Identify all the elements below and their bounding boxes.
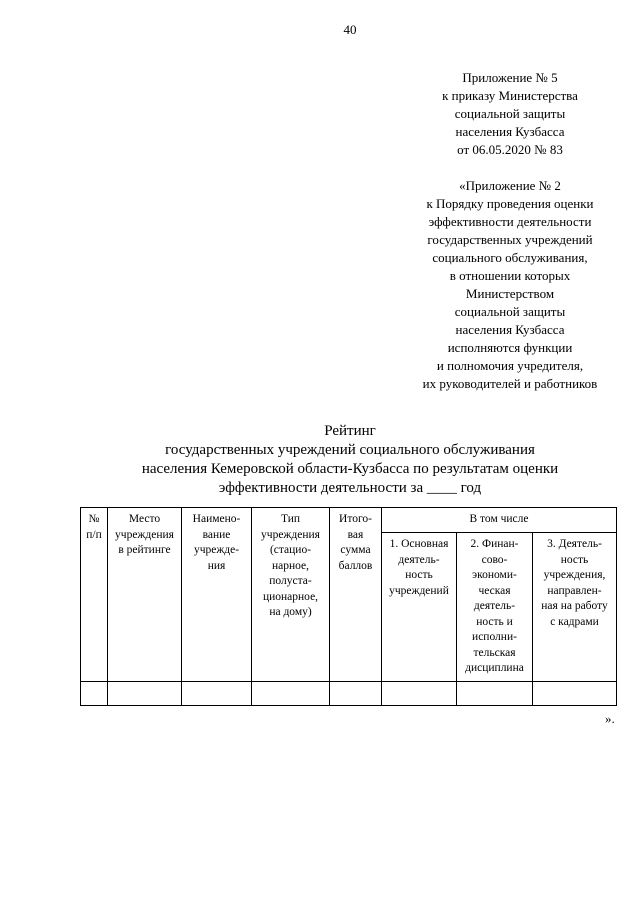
title-line: эффективности деятельности за ____ год xyxy=(218,480,482,496)
appendix-2-line: «Приложение № 2 xyxy=(459,178,561,193)
appendix-5-line: к приказу Министерства xyxy=(442,88,578,103)
title-line: Рейтинг xyxy=(324,423,376,439)
header-line: сово- xyxy=(481,553,508,566)
table-cell xyxy=(533,682,617,706)
appendix-5-header xyxy=(370,69,639,159)
table-cell xyxy=(252,682,330,706)
header-line: ность xyxy=(405,569,433,581)
header-line: деятель- xyxy=(398,553,440,566)
header-line: нарное, xyxy=(271,559,310,572)
header-line: тельская xyxy=(473,646,516,659)
table-row xyxy=(81,682,617,706)
header-line: п/п xyxy=(86,528,102,541)
title-line: населения Кемеровской области-Кузбасса по результатам оценки xyxy=(141,461,559,477)
header-line: ционарное, xyxy=(262,590,319,603)
header-line: полуста- xyxy=(269,575,312,587)
header-line: № xyxy=(88,513,100,525)
header-line: Место xyxy=(128,513,161,525)
header-line: 1. Основная xyxy=(389,538,449,550)
appendix-5-line: населения Кузбасса xyxy=(455,124,565,139)
header-line: Наимено- xyxy=(192,513,241,525)
appendix-2-line: социальной защиты xyxy=(454,304,566,319)
header-line: исполни- xyxy=(472,631,517,643)
column-header-place xyxy=(108,508,182,682)
header-line: с кадрами xyxy=(550,615,599,628)
appendix-2-header xyxy=(370,177,639,393)
header-line: ная на работу xyxy=(541,600,608,612)
header-line: сумма xyxy=(340,544,371,556)
appendix-2-line: и полномочия учредителя, xyxy=(436,358,584,373)
header-line: вание xyxy=(202,528,231,541)
appendix-2-line: населения Кузбасса xyxy=(455,322,565,337)
table-cell xyxy=(457,682,533,706)
header-line: направлен- xyxy=(547,584,602,597)
closing-quote: ». xyxy=(605,711,615,726)
table-header-row xyxy=(81,508,617,533)
header-line: в рейтинге xyxy=(118,544,171,556)
header-line: ния xyxy=(207,559,226,572)
table-cell xyxy=(182,682,252,706)
appendix-2-line: в отношении которых xyxy=(449,268,571,283)
appendix-2-line: государственных учреждений xyxy=(427,232,593,247)
column-group-header: В том числе xyxy=(382,508,617,533)
header-line: учрежде- xyxy=(193,544,240,556)
header-line: учреждения xyxy=(261,528,320,541)
appendix-2-line: социального обслуживания, xyxy=(432,250,588,265)
appendix-2-line: их руководителей и работников xyxy=(422,376,598,391)
document-title xyxy=(0,422,639,498)
header-line: (стацио- xyxy=(269,544,312,556)
header-line: Итого- xyxy=(339,513,372,525)
table-cell xyxy=(81,682,108,706)
header-line: дисциплина xyxy=(465,662,524,674)
header-line: 3. Деятель- xyxy=(547,538,602,550)
table-cell xyxy=(330,682,382,706)
title-line: государственных учреждений социального обслуживания xyxy=(165,442,535,458)
column-header-number xyxy=(81,508,108,682)
subcolumn-header-main-activity xyxy=(382,533,457,682)
column-header-name xyxy=(182,508,252,682)
header-line: учреждений xyxy=(389,584,449,597)
header-line: ческая xyxy=(478,584,511,597)
appendix-2-line: исполняются функции xyxy=(447,340,573,355)
column-header-total xyxy=(330,508,382,682)
header-line: учреждения, xyxy=(543,569,606,581)
column-header-type xyxy=(252,508,330,682)
header-line: на дому) xyxy=(269,606,312,618)
header-line: вая xyxy=(347,528,364,541)
appendix-2-line: к Порядку проведения оценки xyxy=(426,196,594,211)
appendix-5-line: социальной защиты xyxy=(454,106,566,121)
appendix-5-line: Приложение № 5 xyxy=(462,70,558,85)
header-line: учреждения xyxy=(115,528,174,541)
page-number: 40 xyxy=(343,22,357,37)
header-line: ность xyxy=(560,553,589,566)
rating-table xyxy=(80,507,617,706)
header-line: деятель- xyxy=(473,600,516,612)
header-line: Тип xyxy=(280,513,301,525)
table-cell xyxy=(382,682,457,706)
subcolumn-header-financial xyxy=(457,533,533,682)
appendix-2-line: эффективности деятельности xyxy=(428,214,592,229)
table-cell xyxy=(108,682,182,706)
header-line: 2. Финан- xyxy=(470,538,519,550)
appendix-2-line: Министерством xyxy=(465,286,555,301)
header-line: ность и xyxy=(476,615,513,628)
subcolumn-header-personnel xyxy=(533,533,617,682)
header-line: экономи- xyxy=(472,569,517,581)
header-line: баллов xyxy=(338,559,373,572)
appendix-5-line: от 06.05.2020 № 83 xyxy=(457,142,563,157)
